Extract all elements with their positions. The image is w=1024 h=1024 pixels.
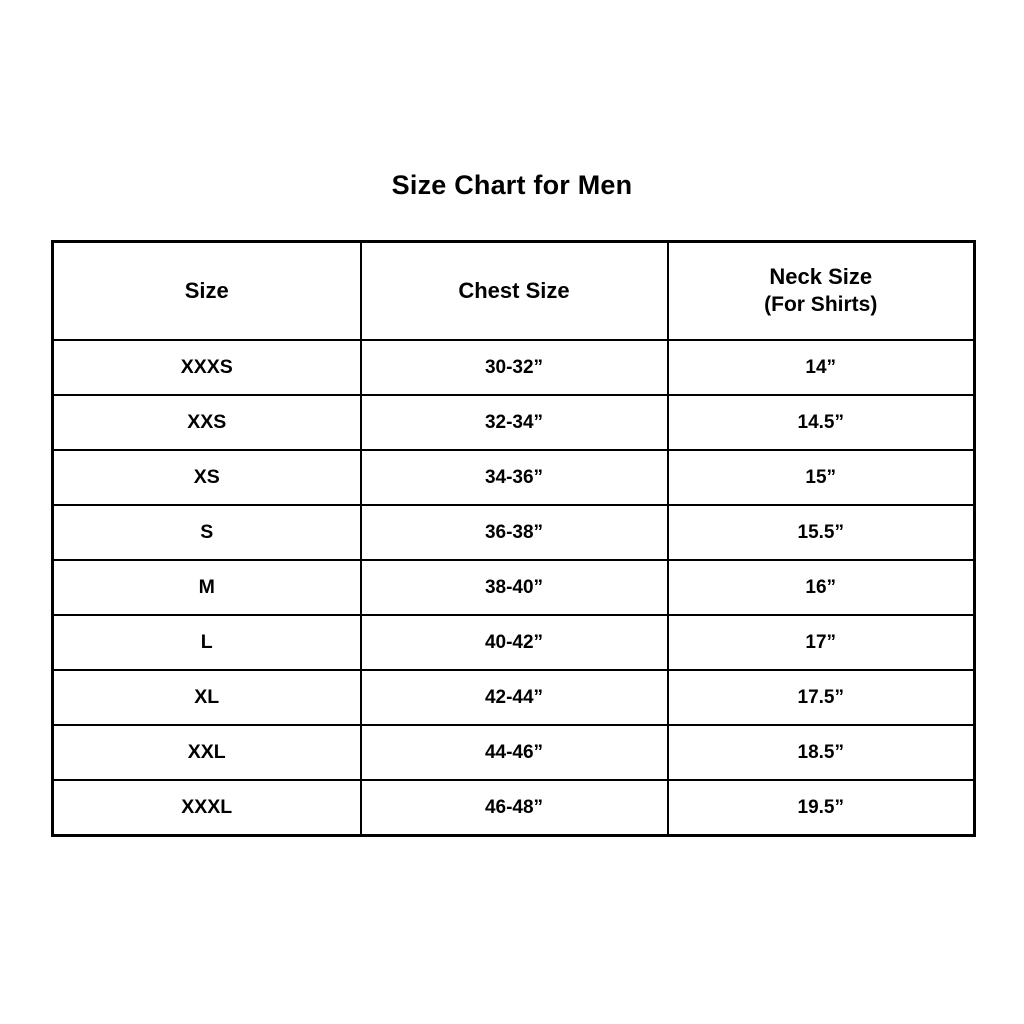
cell-size: XXXL <box>53 780 361 836</box>
cell-neck: 18.5” <box>668 725 975 780</box>
cell-chest: 42-44” <box>361 670 668 725</box>
cell-neck: 16” <box>668 560 975 615</box>
cell-chest: 44-46” <box>361 725 668 780</box>
table-header <box>53 242 975 341</box>
table-row <box>53 450 975 505</box>
column-header-size <box>53 242 361 341</box>
column-header-chest-size-label: Chest Size <box>458 277 570 303</box>
cell-size: XL <box>53 670 361 725</box>
cell-size: S <box>53 505 361 560</box>
cell-neck: 14.5” <box>668 395 975 450</box>
cell-size: L <box>53 615 361 670</box>
table-row <box>53 505 975 560</box>
cell-chest: 32-34” <box>361 395 668 450</box>
cell-size: XXL <box>53 725 361 780</box>
table-body <box>53 340 975 836</box>
cell-neck: 15.5” <box>668 505 975 560</box>
cell-size: M <box>53 560 361 615</box>
cell-neck: 19.5” <box>668 780 975 836</box>
column-header-size-label: Size <box>184 277 229 303</box>
column-header-neck-size <box>668 242 975 341</box>
column-header-neck-size-label: Neck Size <box>769 264 873 290</box>
table-row <box>53 340 975 395</box>
column-header-neck-size-sublabel: (For Shirts) <box>764 292 878 316</box>
cell-chest: 38-40” <box>361 560 668 615</box>
cell-chest: 40-42” <box>361 615 668 670</box>
table-row <box>53 670 975 725</box>
cell-size: XXS <box>53 395 361 450</box>
cell-neck: 17.5” <box>668 670 975 725</box>
size-chart-table <box>51 240 976 837</box>
size-chart-table-container <box>51 240 973 837</box>
column-header-chest-size <box>361 242 668 341</box>
table-row <box>53 560 975 615</box>
cell-size: XXXS <box>53 340 361 395</box>
cell-neck: 15” <box>668 450 975 505</box>
page-title: Size Chart for Men <box>391 170 633 200</box>
cell-chest: 34-36” <box>361 450 668 505</box>
cell-chest: 36-38” <box>361 505 668 560</box>
table-row <box>53 780 975 836</box>
table-row <box>53 615 975 670</box>
table-row <box>53 725 975 780</box>
table-row <box>53 395 975 450</box>
cell-size: XS <box>53 450 361 505</box>
table-header-row <box>53 242 975 341</box>
cell-chest: 30-32” <box>361 340 668 395</box>
cell-chest: 46-48” <box>361 780 668 836</box>
cell-neck: 14” <box>668 340 975 395</box>
cell-neck: 17” <box>668 615 975 670</box>
